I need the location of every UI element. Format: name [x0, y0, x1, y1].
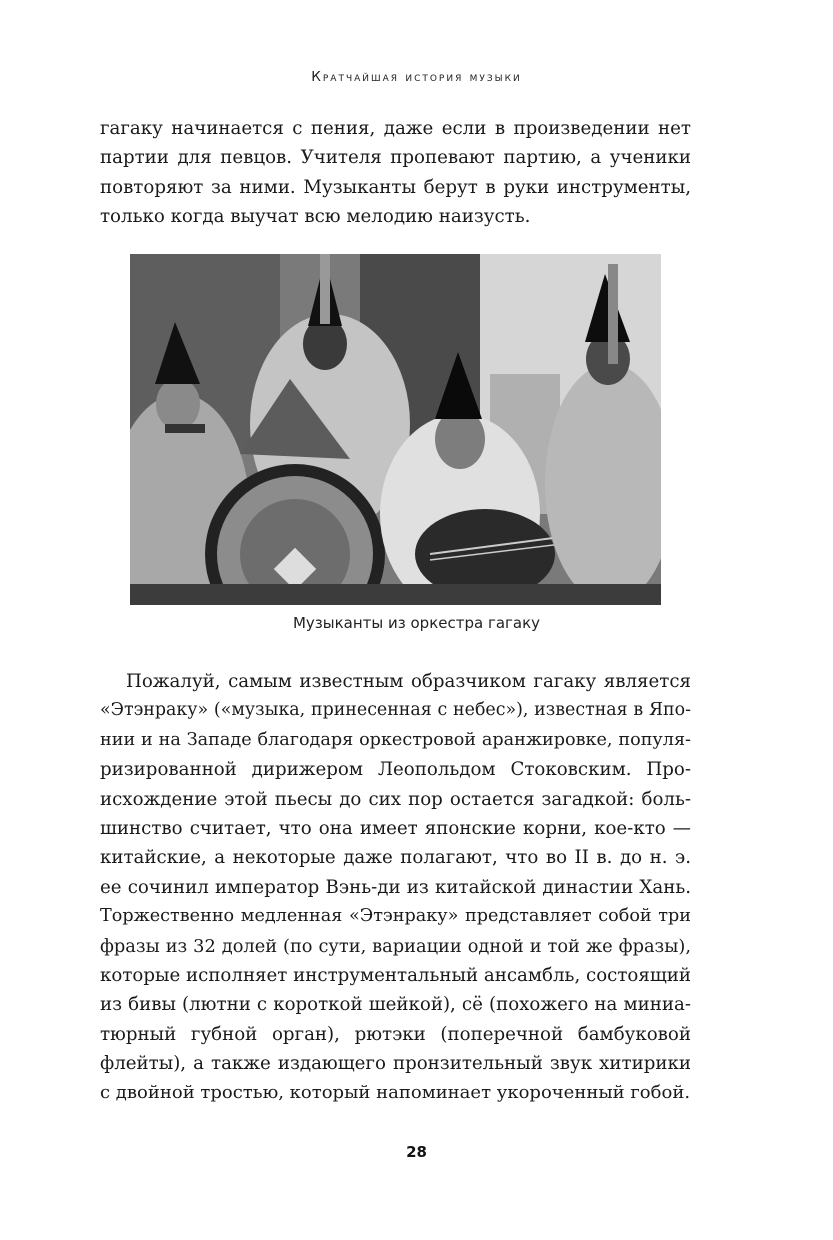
text-line: с двойной тростью, который напоминает укороченный гобой.	[100, 1082, 691, 1104]
text-line: из бивы (лютни с короткой шейкой), сё (похожего на миниа-	[100, 994, 691, 1016]
text-line: шинство считает, что она имеет японские корни, кое-кто —	[100, 817, 691, 839]
text-line: ее сочинил император Вэнь-ди из китайской династии Хань.	[100, 876, 691, 898]
text-line: Торжественно медленная «Этэнраку» представляет собой три	[100, 906, 691, 927]
paragraph-1	[100, 114, 691, 232]
text-line: только когда выучат всю мелодию наизусть.	[100, 206, 531, 228]
figure-caption: Музыканты из оркестра гагаку	[292, 614, 541, 632]
text-line: исхождение этой пьесы до сих пор остается загадкой: боль-	[100, 788, 691, 810]
page-number: 28	[406, 1143, 427, 1161]
text-line: которые исполняет инструментальный ансамбль, состоящий	[100, 964, 691, 986]
text-line: тюрный губной орган), рютэки (поперечной бамбуковой	[100, 1023, 691, 1045]
text-line: китайские, а некоторые даже полагают, что во II в. до н. э.	[100, 847, 691, 869]
text-line: фразы из 32 долей (по сути, вариации одной и той же фразы),	[100, 935, 691, 957]
text-line: «Этэнраку» («музыка, принесенная с небес»), известная в Япо-	[100, 700, 691, 721]
running-head: Кратчайшая история музыки	[311, 69, 522, 85]
photo-illustration	[130, 254, 661, 605]
text-line: флейты), а также издающего пронзительный звук хитирики	[100, 1053, 691, 1075]
text-line: ризированной дирижером Леопольдом Стоковским. Про-	[100, 759, 691, 781]
text-line: гагаку начинается с пения, даже если в произведении нет	[100, 118, 691, 139]
text-line: нии и на Западе благодаря оркестровой аранжировке, популя-	[100, 729, 691, 750]
text-line: Пожалуй, самым известным образчиком гагаку является	[126, 671, 691, 692]
text-line: партии для певцов. Учителя пропевают партию, а ученики	[100, 147, 691, 169]
gagaku-orchestra-photo	[130, 254, 661, 605]
paragraph-2	[100, 667, 691, 1108]
text-line: повторяют за ними. Музыканты берут в руки инструменты,	[100, 176, 691, 198]
